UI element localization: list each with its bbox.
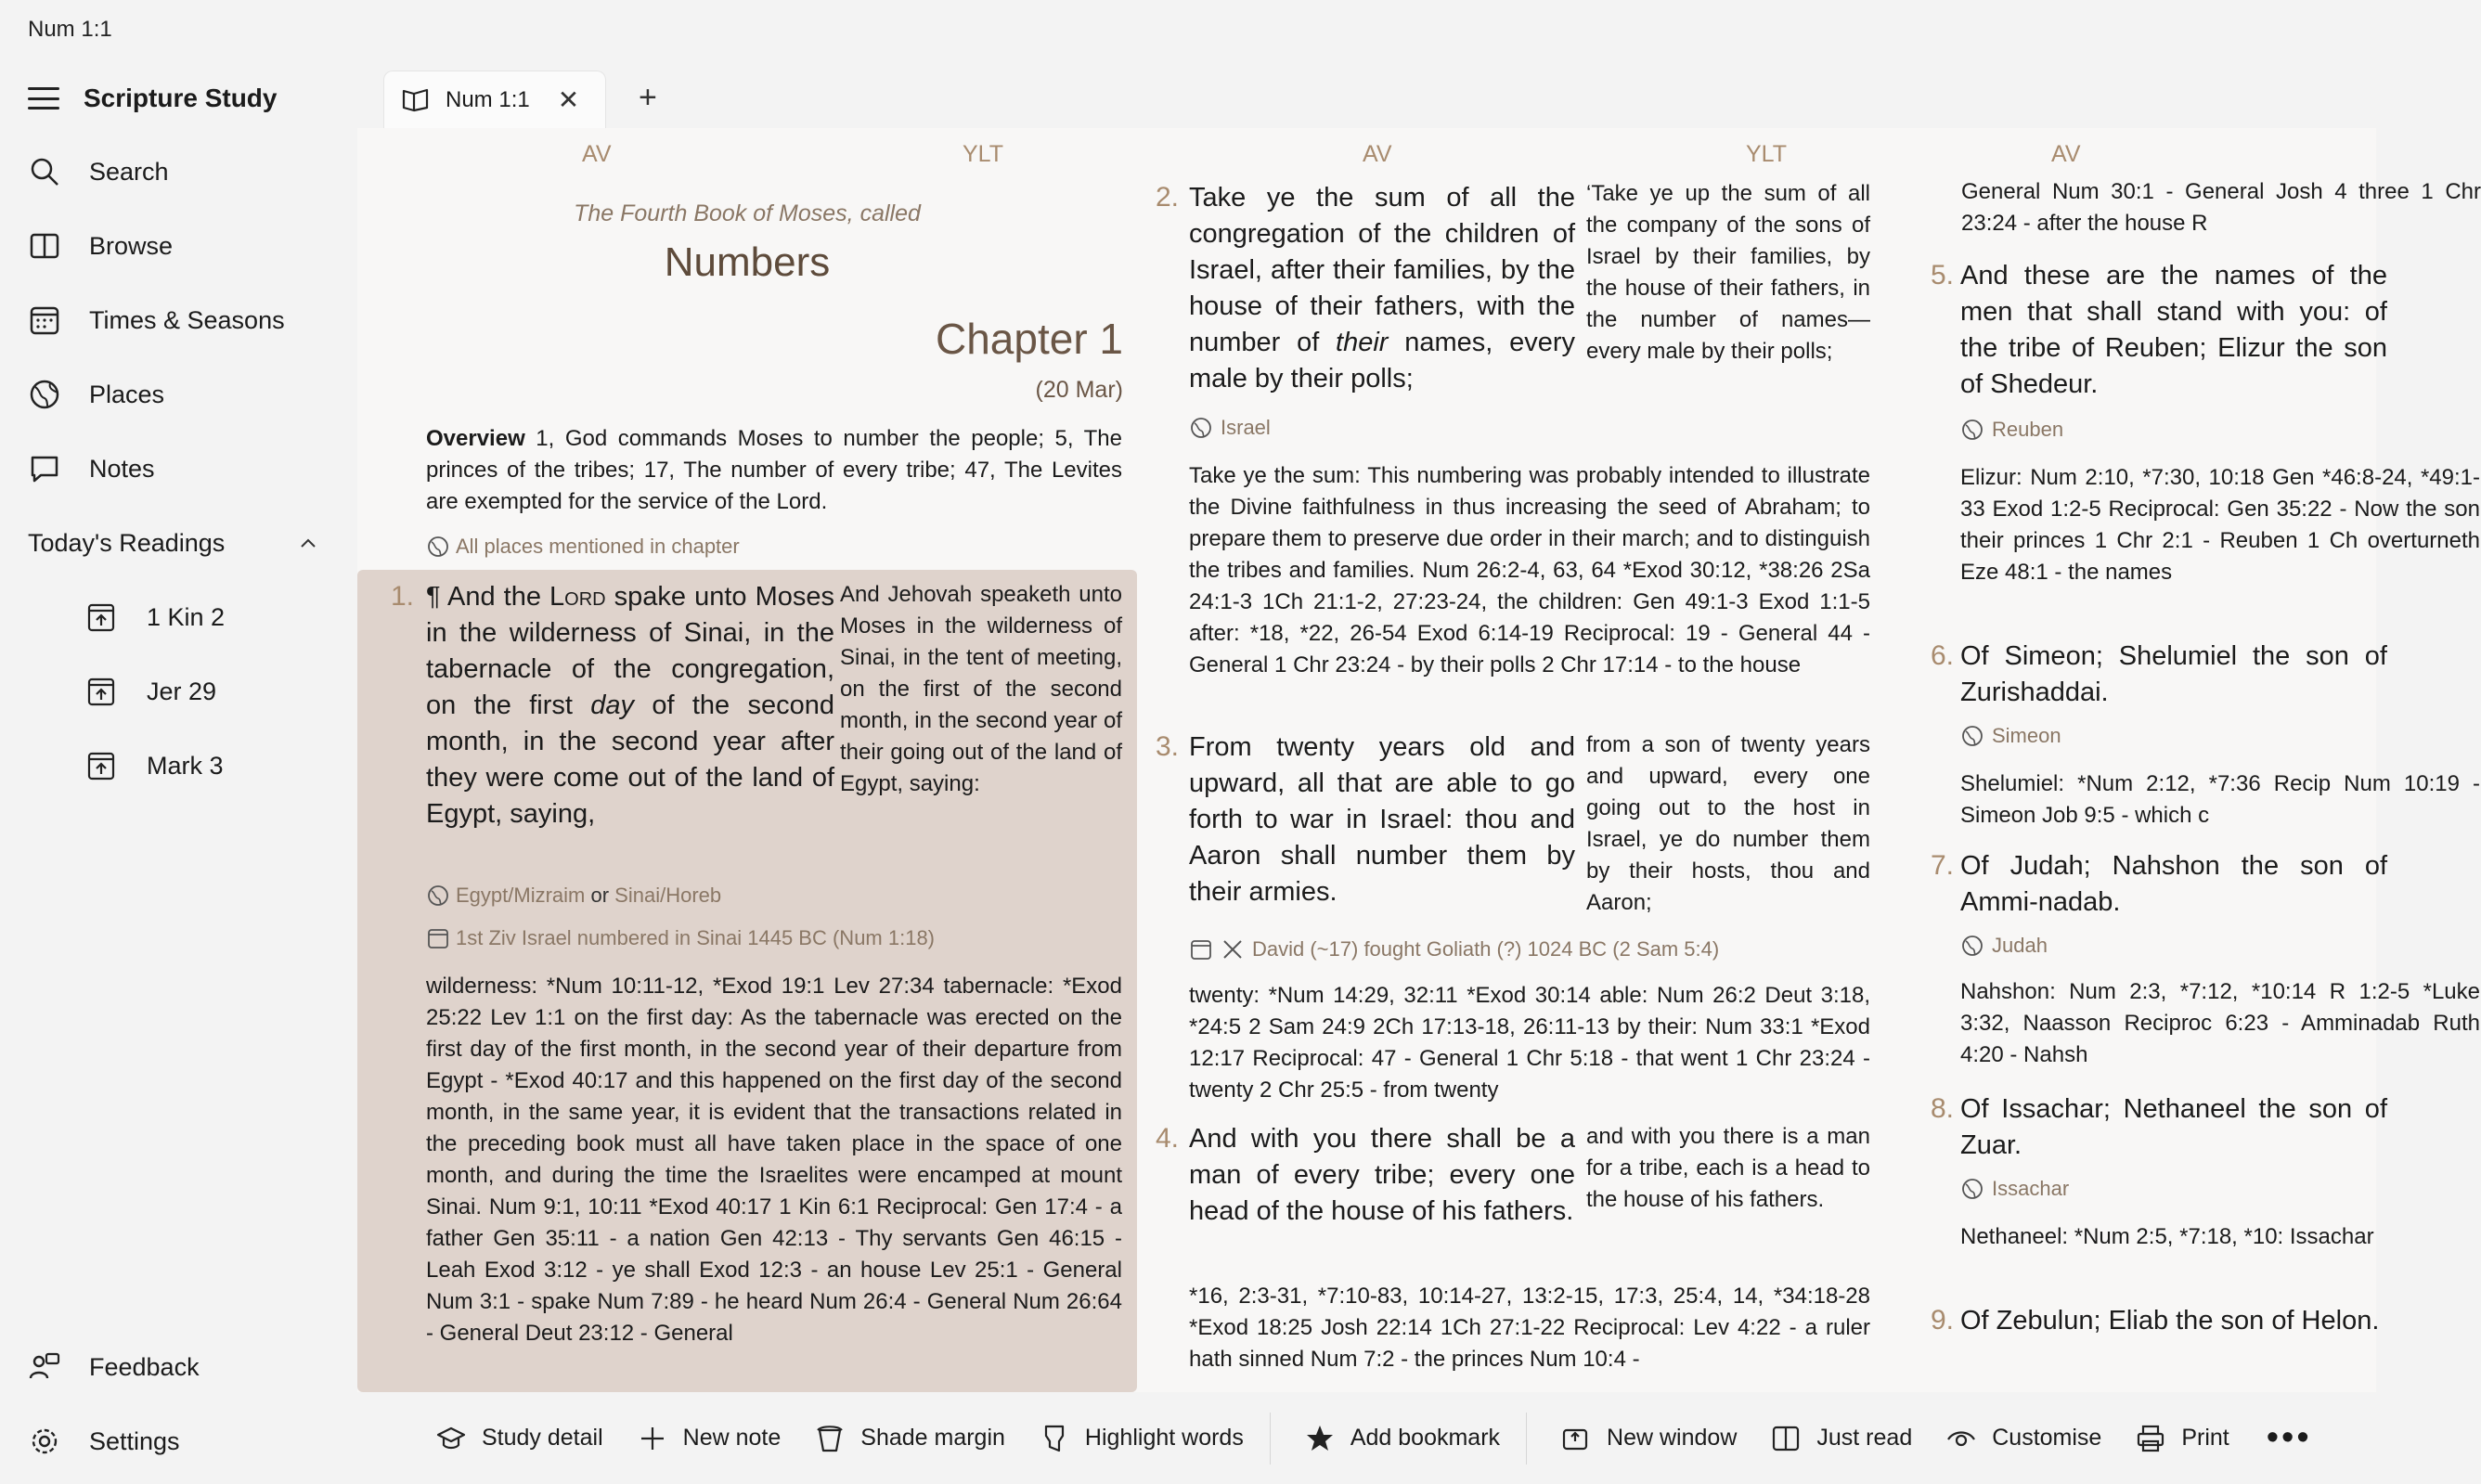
reading-item[interactable] — [85, 594, 225, 640]
nav-search-label: Search — [89, 157, 169, 186]
verse-1-ylt[interactable]: And Jehovah speaketh unto Moses in the wilderness of Sinai, in the tent of meeting, on the first of the second month, in the second year of their going out of the land of Egypt, saying: — [840, 582, 1122, 796]
place-link: Reuben — [1992, 418, 2064, 441]
verse-4-av[interactable]: And with you there shall be a man of every tribe; every one head of the house of his fathers. — [1189, 1124, 1575, 1226]
globe-icon — [1960, 418, 1984, 442]
crossed-swords-icon — [1221, 937, 1245, 961]
verse-1-places — [426, 884, 721, 908]
verse-4-ylt[interactable]: and with you there is a man for a tribe, each is a head to the house of his fathers. — [1586, 1124, 1870, 1212]
lord-text: Lord — [549, 582, 606, 612]
place-link: Simeon — [1992, 724, 2061, 747]
column-header-ylt[interactable]: YLT — [1746, 141, 1787, 167]
verse-7-places[interactable] — [1960, 934, 2048, 958]
reading-item[interactable] — [85, 668, 216, 715]
av-text: Take ye the sum of all the congregation of the children of Israel, after their families, by the house of their fathers, with the number of — [1189, 183, 1575, 357]
verse-7-notes[interactable]: Nahshon: Num 2:3, *7:12, *10:14 R 1:2-5 *Luke 3:32, Naasson Reciproc 6:23 - Amminadab Ruth 4:20 - Nahsh — [1960, 979, 2480, 1067]
verse-3-event[interactable] — [1189, 937, 1719, 961]
nav-places-label: Places — [89, 380, 165, 408]
close-tab-icon[interactable]: ✕ — [557, 85, 580, 114]
globe-icon — [426, 535, 450, 559]
book-subtitle: The Fourth Book of Moses, called — [574, 200, 921, 226]
plus-icon — [637, 1423, 668, 1454]
verse-8-places[interactable] — [1960, 1177, 2069, 1201]
verse-2-ylt[interactable]: ‘Take ye up the sum of all the company of the sons of Israel by their families, by the house of their fathers, in the number of names—every male by their polls; — [1586, 181, 1870, 364]
place-link: Israel — [1221, 416, 1271, 439]
all-places-label: All places mentioned in chapter — [456, 535, 740, 558]
nav-times-seasons[interactable] — [28, 297, 285, 343]
nav-browse[interactable] — [28, 223, 173, 269]
reading-plan-icon — [85, 601, 117, 633]
verse-number[interactable]: 5. — [1931, 260, 1955, 290]
verse-6-places[interactable] — [1960, 724, 2061, 748]
column-header-av[interactable]: AV — [582, 141, 612, 167]
verse-column-3 — [1907, 128, 2481, 1392]
add-bookmark-button[interactable] — [1304, 1423, 1500, 1454]
place-separator: or — [590, 884, 610, 907]
all-places-link[interactable] — [426, 535, 740, 559]
calendar-icon — [1189, 937, 1213, 961]
just-read-label: Just read — [1816, 1425, 1913, 1451]
paint-bucket-icon — [814, 1423, 846, 1454]
verse-number[interactable]: 7. — [1931, 850, 1955, 881]
feedback-icon — [28, 1350, 61, 1384]
verse-number[interactable]: 3. — [1156, 731, 1180, 762]
feedback-label: Feedback — [89, 1352, 200, 1381]
settings-label: Settings — [89, 1426, 180, 1455]
shade-margin-label: Shade margin — [860, 1425, 1005, 1451]
print-button[interactable] — [2135, 1423, 2229, 1454]
verse-column-2 — [1137, 128, 1907, 1392]
verse-5-places[interactable] — [1960, 418, 2063, 442]
verse-1-av[interactable] — [426, 579, 834, 832]
verse-1-notes[interactable]: wilderness: *Num 10:11-12, *Exod 19:1 Lev 27:34 tabernacle: *Exod 25:22 Lev 1:1 on the first day: As the tabernacle was erected on the first day of the first month, in the second year of their departure from Egypt - *Exod 40:17 and this happened on the first day of the second month, in the same year, it is evident that the transactions related in the preceding book must all have taken place in the space of one month, and during the time the Israelites were encamped at mount Sinai. Num 9:1, 10:11 *Exod 40:17 1 Kin 6:1 Reciprocal: Gen 17:4 - a father Gen 35:11 - a nation Gen 42:13 - Thy servants Gen 46:15 - Leah Exod 3:12 - ye shall Exod 12:3 - an house Lev 25:1 - General Num 3:1 - spake Num 7:89 - he heard Num 26:4 - General Num 26:64 - General Deut 23:12 - General — [426, 974, 1122, 1346]
event-text: 1st Ziv Israel numbered in Sinai 1445 BC (Num 1:18) — [456, 926, 936, 949]
av-text: names, every male by their polls; — [1189, 328, 1575, 394]
verse-2-notes[interactable]: Take ye the sum: This numbering was probably intended to illustrate the Divine faithfulness in thus increasing the seed of Abraham; to prepare them to preserve due order in their march; and to distinguish the tribes and families. Num 26:2-4, 63, 64 *Exod 30:12, *38:26 2Sa 24:1-3 1Ch 21:1-2, 27:23-24, the children: Gen 49:1-3 Exod 1:1-5 after: *18, *22, 26-54 Exod 6:14-19 Reciprocal: 19 - General 44 - General 1 Chr 23:24 - by their polls 2 Chr 17:14 - to the house — [1189, 463, 1870, 677]
av-text: of the second month, in the second year after they were come out of the land of Egypt, saying, — [426, 690, 834, 829]
column-header-av[interactable]: AV — [1363, 141, 1392, 167]
gear-icon — [28, 1425, 61, 1458]
new-window-button[interactable] — [1560, 1423, 1737, 1454]
verse-number[interactable]: 1. — [391, 581, 415, 612]
verse-number[interactable]: 4. — [1156, 1123, 1180, 1154]
add-tab-button[interactable]: + — [639, 80, 657, 115]
tab-num-1-1[interactable] — [383, 71, 606, 128]
overview-label: Overview — [426, 426, 525, 451]
nav-feedback[interactable] — [28, 1344, 200, 1390]
av-text: spake unto Moses in the wilderness of Sinai, in the tabernacle of the congregation, on the first — [426, 582, 834, 720]
new-note-button[interactable] — [637, 1423, 782, 1454]
globe-icon — [426, 884, 450, 908]
verse-column-1 — [357, 128, 1137, 1392]
verse-3-ylt[interactable]: from a son of twenty years and upward, every one going out to the host in Israel, ye do number them by their hosts, thou and Aaron; — [1586, 732, 1870, 915]
customise-button[interactable] — [1945, 1423, 2101, 1454]
app-header — [28, 80, 277, 117]
new-window-label: New window — [1607, 1425, 1738, 1451]
highlighter-icon — [1039, 1423, 1070, 1454]
chapter-heading: Chapter 1 — [935, 315, 1123, 363]
verse-number[interactable]: 9. — [1931, 1305, 1955, 1336]
globe-icon — [1960, 934, 1984, 958]
comment-icon — [28, 452, 61, 485]
nav-notes[interactable] — [28, 445, 155, 492]
printer-icon — [2135, 1423, 2166, 1454]
overview-text: 1, God commands Moses to number the people; 5, The princes of the tribes; 17, The number of every tribe; 47, The Levites are exempted for the service of the Lord. — [426, 426, 1122, 514]
verse-number[interactable]: 6. — [1931, 640, 1955, 671]
graduation-cap-icon — [435, 1423, 467, 1454]
av-italic: their — [1336, 328, 1389, 357]
eye-icon — [1945, 1423, 1977, 1454]
verse-number[interactable]: 8. — [1931, 1093, 1955, 1124]
reading-item[interactable] — [85, 742, 224, 789]
av-text: ¶ And the — [426, 582, 550, 612]
verse-1-event[interactable] — [426, 926, 935, 950]
reading-plan-icon — [85, 676, 117, 707]
study-detail-label: Study detail — [482, 1425, 603, 1451]
new-window-icon — [1560, 1423, 1592, 1454]
add-bookmark-label: Add bookmark — [1350, 1425, 1501, 1451]
more-options-button[interactable]: ••• — [2266, 1418, 2312, 1457]
window-title: Num 1:1 — [28, 17, 112, 42]
book-icon — [28, 229, 61, 263]
globe-icon — [1960, 724, 1984, 748]
bottom-toolbar — [357, 1392, 2376, 1484]
verse-3-av[interactable]: From twenty years old and upward, all that are able to go forth to war in Israel: thou and Aaron shall number them by their armies. — [1189, 732, 1575, 907]
new-note-label: New note — [682, 1425, 782, 1451]
av-italic: day — [590, 690, 635, 720]
nav-search[interactable] — [28, 148, 169, 195]
nav-places[interactable] — [28, 371, 164, 418]
place-link[interactable]: Sinai/Horeb — [614, 884, 722, 907]
verse-notes-continued[interactable]: General Num 30:1 - General Josh 4 three 1 Chr 23:24 - after the house R — [1961, 179, 2481, 236]
verse-4-notes[interactable]: *16, 2:3-31, *7:10-83, 10:14-27, 13:2-15, 17:3, 25:4, 14, *34:18-28 *Exod 18:25 Josh 22:14 1Ch 27:1-22 Reciprocal: Lev 4:22 - a ruler hath sinned Num 7:2 - the princes Num 10:4 - — [1189, 1284, 1870, 1372]
globe-icon — [1189, 416, 1213, 440]
highlight-words-button[interactable] — [1039, 1423, 1244, 1454]
verse-2-av[interactable] — [1189, 180, 1575, 397]
verse-3-notes[interactable]: twenty: *Num 14:29, 32:11 *Exod 30:14 able: Num 26:2 Deut 3:18, *24:5 2 Sam 24:9 2Ch 17:13-18, 26:11-13 by their: Num 33:1 *Exod 12:17 Reciprocal: 47 - General 1 Chr 5:18 - that went 1 Chr 23:24 - twenty 2 Chr 25:5 - from twenty — [1189, 983, 1870, 1103]
nav-notes-label: Notes — [89, 454, 155, 483]
verse-6-notes[interactable]: Shelumiel: *Num 2:12, *7:36 Recip Num 10:19 - Simeon Job 9:5 - which c — [1960, 771, 2480, 828]
event-text: David (~17) fought Goliath (?) 1024 BC (2 Sam 5:4) — [1252, 937, 1720, 961]
column-header-av[interactable]: AV — [2051, 141, 2081, 167]
star-icon — [1304, 1423, 1336, 1454]
verse-5-av[interactable]: And these are the names of the men that shall stand with you: of the tribe of Reuben; Elizur the son of Shedeur. — [1960, 261, 2387, 399]
globe-icon — [1960, 1177, 1984, 1201]
calendar-icon — [426, 926, 450, 950]
nav-times-label: Times & Seasons — [89, 305, 285, 334]
search-icon — [28, 155, 61, 188]
book-title: Numbers — [664, 239, 831, 285]
customise-label: Customise — [1992, 1425, 2102, 1451]
globe-icon — [28, 378, 61, 411]
sidebar — [0, 65, 343, 1484]
reading-plan-icon — [85, 750, 117, 781]
verse-2-places[interactable] — [1189, 416, 1271, 440]
toolbar-divider — [1526, 1413, 1527, 1465]
verse-8-av[interactable]: Of Issachar; Nethaneel the son of Zuar. — [1960, 1094, 2387, 1160]
hamburger-menu-icon[interactable] — [28, 87, 59, 110]
chapter-overview — [426, 423, 1122, 518]
verse-9-av[interactable]: Of Zebulun; Eliab the son of Helon. — [1960, 1306, 2380, 1336]
nav-browse-label: Browse — [89, 231, 174, 260]
column-header-ylt[interactable]: YLT — [963, 141, 1003, 167]
calendar-icon — [28, 303, 61, 337]
chapter-date: (20 Mar) — [1035, 377, 1123, 403]
chevron-up-icon[interactable] — [297, 532, 319, 554]
verse-5-notes[interactable]: Elizur: Num 2:10, *7:30, 10:18 Gen *46:8-24, *49:1-33 Exod 1:2-5 Reciprocal: Gen 35:22 - Now the son their princes 1 Chr 2:1 - Reuben 1 Ch overturneth Eze 48:1 - the names — [1960, 465, 2480, 585]
tab-label: Num 1:1 — [446, 86, 530, 112]
place-link[interactable]: Egypt/Mizraim — [456, 884, 586, 907]
app-title: Scripture Study — [84, 84, 278, 112]
print-label: Print — [2181, 1425, 2229, 1451]
verse-7-av[interactable]: Of Judah; Nahshon the son of Ammi-nadab. — [1960, 851, 2387, 917]
reading-label: Mark 3 — [147, 751, 224, 780]
highlight-words-label: Highlight words — [1084, 1425, 1244, 1451]
nav-settings[interactable] — [28, 1418, 180, 1465]
open-book-icon — [401, 87, 431, 113]
book-icon — [1770, 1423, 1802, 1454]
place-link: Judah — [1992, 934, 2048, 957]
study-detail-button[interactable] — [435, 1423, 603, 1454]
place-link: Issachar — [1992, 1177, 2070, 1200]
reading-pane — [357, 128, 2481, 1392]
shade-margin-button[interactable] — [814, 1423, 1005, 1454]
verse-6-av[interactable]: Of Simeon; Shelumiel the son of Zurishaddai. — [1960, 641, 2387, 707]
todays-readings-label: Today's Readings — [28, 528, 226, 557]
verse-8-notes[interactable]: Nethaneel: *Num 2:5, *7:18, *10: Issachar — [1960, 1224, 2374, 1249]
verse-number[interactable]: 2. — [1156, 182, 1180, 213]
reading-label: Jer 29 — [147, 677, 217, 705]
just-read-button[interactable] — [1770, 1423, 1912, 1454]
nav-todays-readings[interactable] — [28, 520, 225, 566]
toolbar-divider — [1270, 1413, 1271, 1465]
reading-label: 1 Kin 2 — [147, 602, 226, 631]
